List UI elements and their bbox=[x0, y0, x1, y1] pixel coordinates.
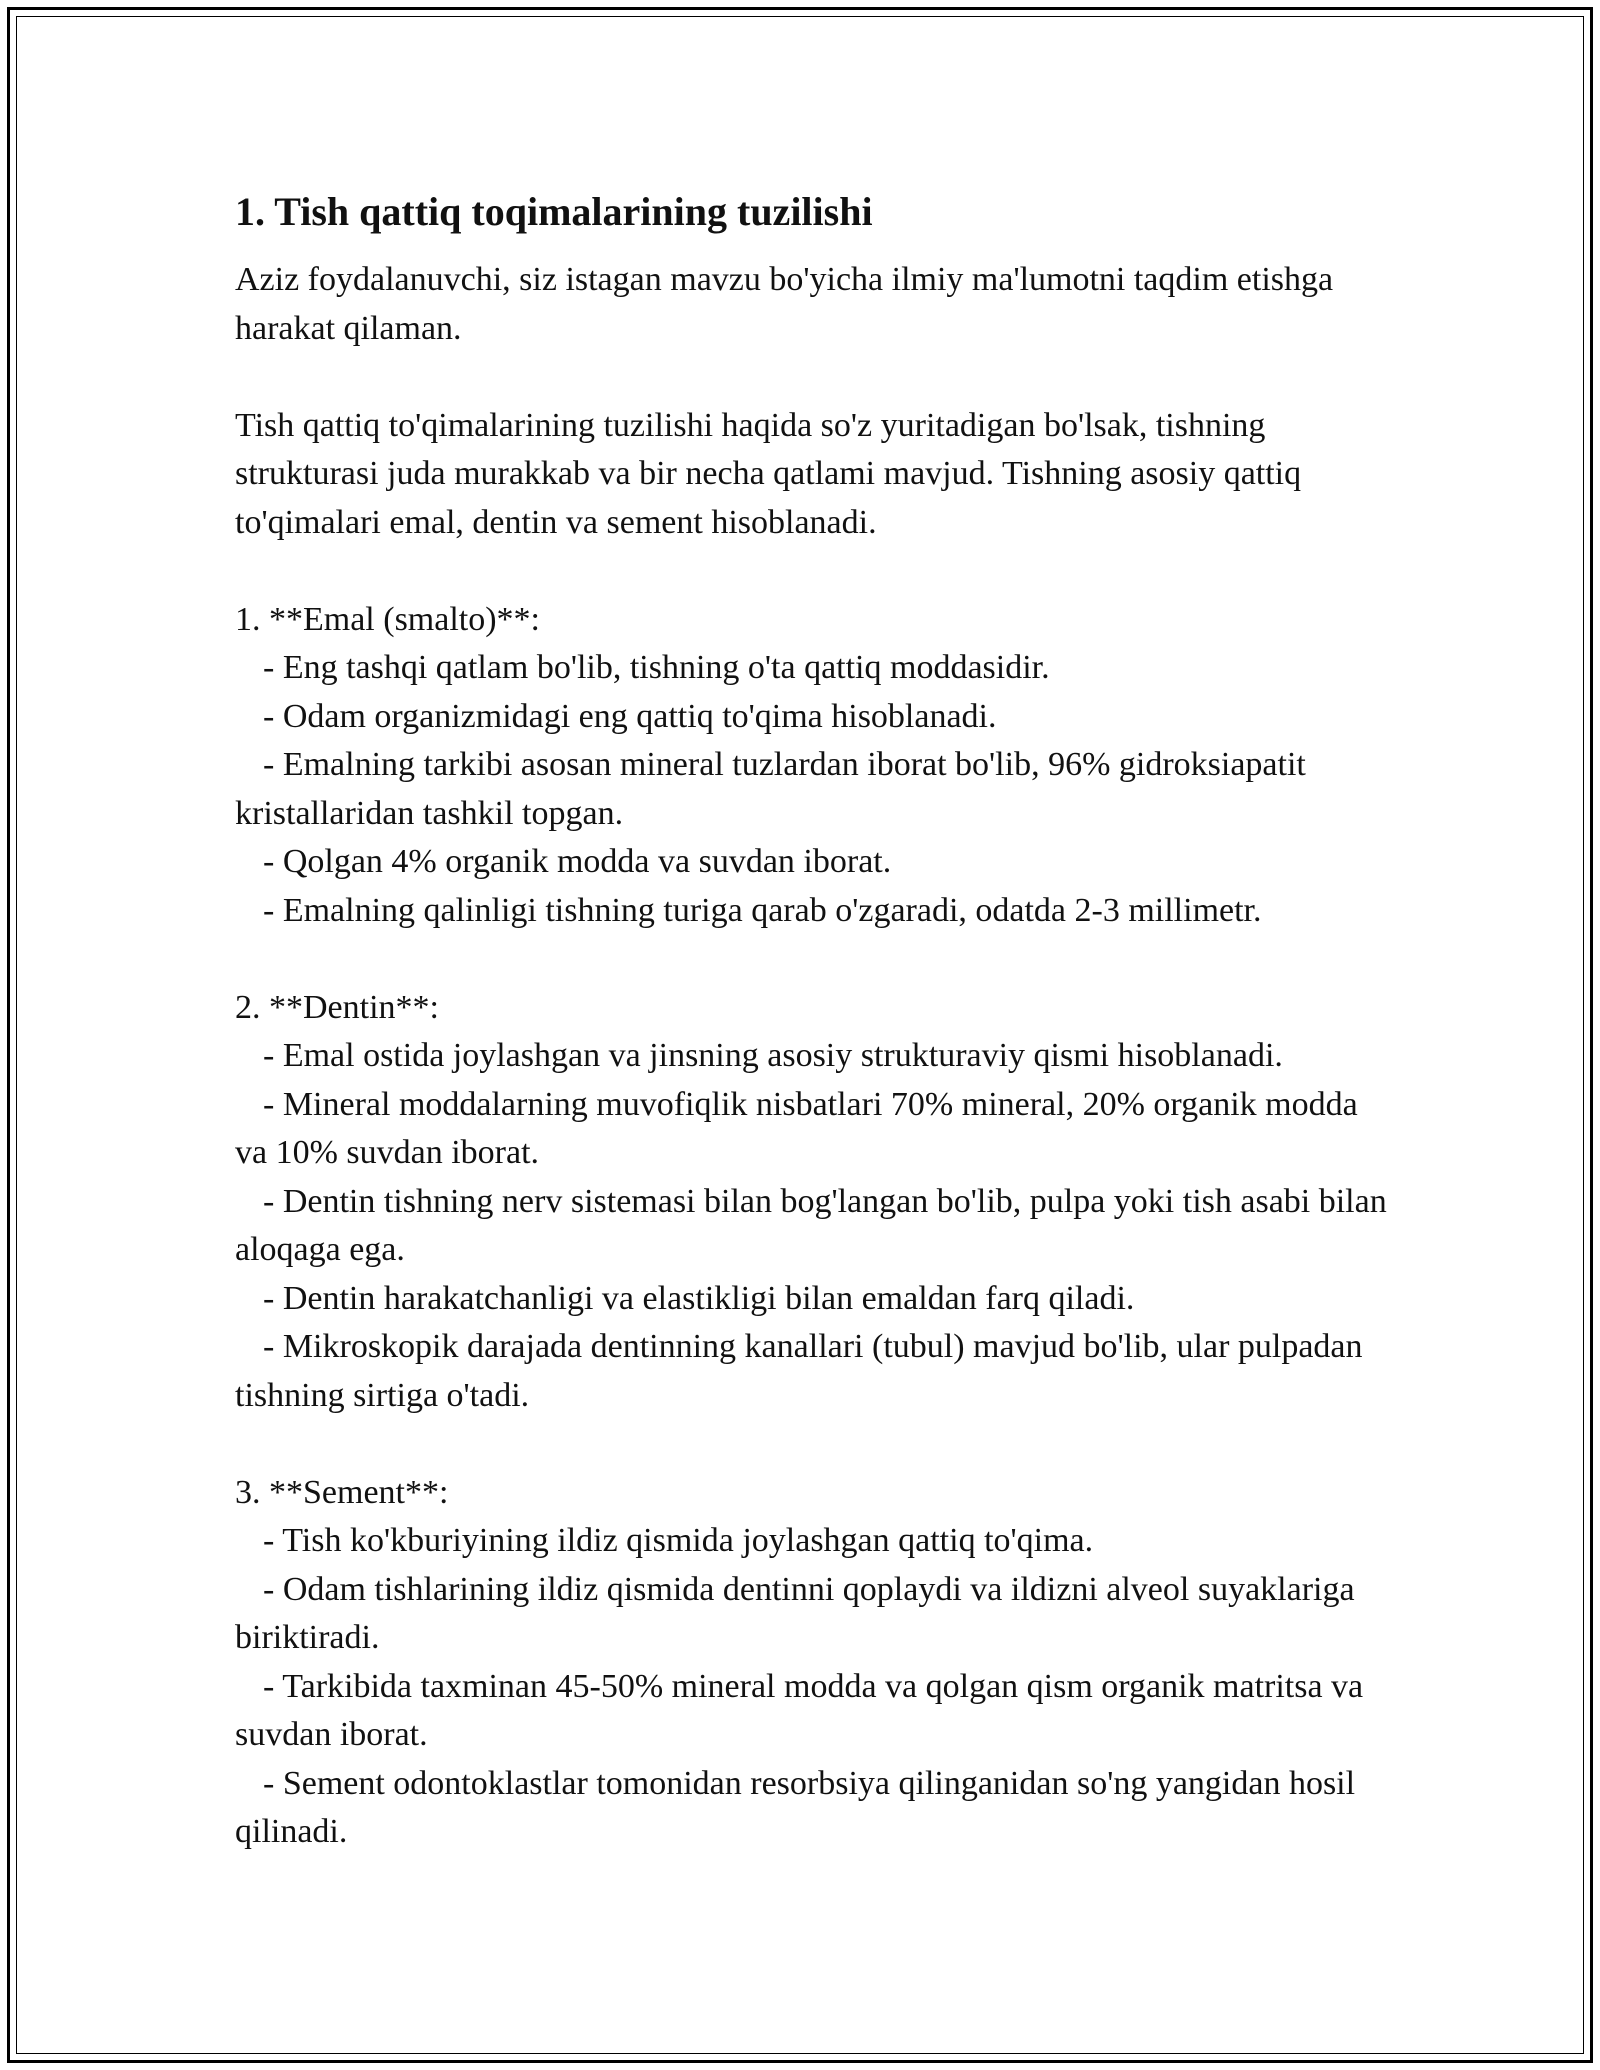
list-item: - Dentin harakatchanligi va elastikligi bilan emaldan farq qiladi. bbox=[263, 1279, 1135, 1317]
list-item: - Eng tashqi qatlam bo'lib, tishning o'ta qattiq moddasidir. bbox=[263, 649, 1050, 686]
section-emal bbox=[235, 596, 1395, 936]
section-heading: 3. **Sement**: bbox=[235, 1473, 449, 1511]
overview-paragraph: Tish qattiq to'qimalarining tuzilishi haqida so'z yuritadigan bo'lsak, tishning strukturasi juda murakkab va bir necha qatlami mavjud. Tishning asosiy qattiq to'qimalari emal, dentin va sement hisoblanadi. bbox=[235, 406, 1302, 541]
document-body bbox=[235, 186, 1395, 1857]
document-title: 1. Tish qattiq toqimalarining tuzilishi bbox=[235, 189, 873, 234]
list-item: - Tish ko'kburiyining ildiz qismida joylashgan qattiq to'qima. bbox=[263, 1522, 1094, 1559]
list-item: - Mikroskopik darajada dentinning kanallari (tubul) mavjud bo'lib, ular pulpadan tishning sirtiga o'tadi. bbox=[235, 1328, 1363, 1414]
list-item: - Emal ostida joylashgan va jinsning asosiy strukturaviy qismi hisoblanadi. bbox=[263, 1037, 1283, 1074]
list-item: - Emalning tarkibi asosan mineral tuzlardan iborat bo'lib, 96% gidroksiapatit kristallaridan tashkil topgan. bbox=[235, 746, 1306, 832]
section-heading: 2. **Dentin**: bbox=[235, 988, 439, 1026]
list-item: - Emalning qalinligi tishning turiga qarab o'zgaradi, odatda 2-3 millimetr. bbox=[263, 891, 1262, 929]
section-dentin bbox=[235, 984, 1395, 1421]
section-heading: 1. **Emal (smalto)**: bbox=[235, 600, 541, 638]
section-sement bbox=[235, 1469, 1395, 1857]
list-item: - Odam organizmidagi eng qattiq to'qima hisoblanadi. bbox=[263, 697, 997, 735]
list-item: - Tarkibida taxminan 45-50% mineral modda va qolgan qism organik matritsa va suvdan iborat. bbox=[235, 1667, 1364, 1753]
list-item: - Mineral moddalarning muvofiqlik nisbatlari 70% mineral, 20% organik modda va 10% suvdan iborat. bbox=[235, 1085, 1358, 1171]
list-item: - Odam tishlarining ildiz qismida dentinni qoplaydi va ildizni alveol suyaklariga biriktiradi. bbox=[235, 1570, 1355, 1656]
list-item: - Qolgan 4% organik modda va suvdan iborat. bbox=[263, 843, 892, 880]
list-item: - Dentin tishning nerv sistemasi bilan bog'langan bo'lib, pulpa yoki tish asabi bilan aloqaga ega. bbox=[235, 1182, 1387, 1268]
intro-paragraph: Aziz foydalanuvchi, siz istagan mavzu bo'yicha ilmiy ma'lumotni taqdim etishga harakat qilaman. bbox=[235, 261, 1334, 347]
list-item: - Sement odontoklastlar tomonidan resorbsiya qilinganidan so'ng yangidan hosil qilinadi. bbox=[235, 1764, 1356, 1850]
